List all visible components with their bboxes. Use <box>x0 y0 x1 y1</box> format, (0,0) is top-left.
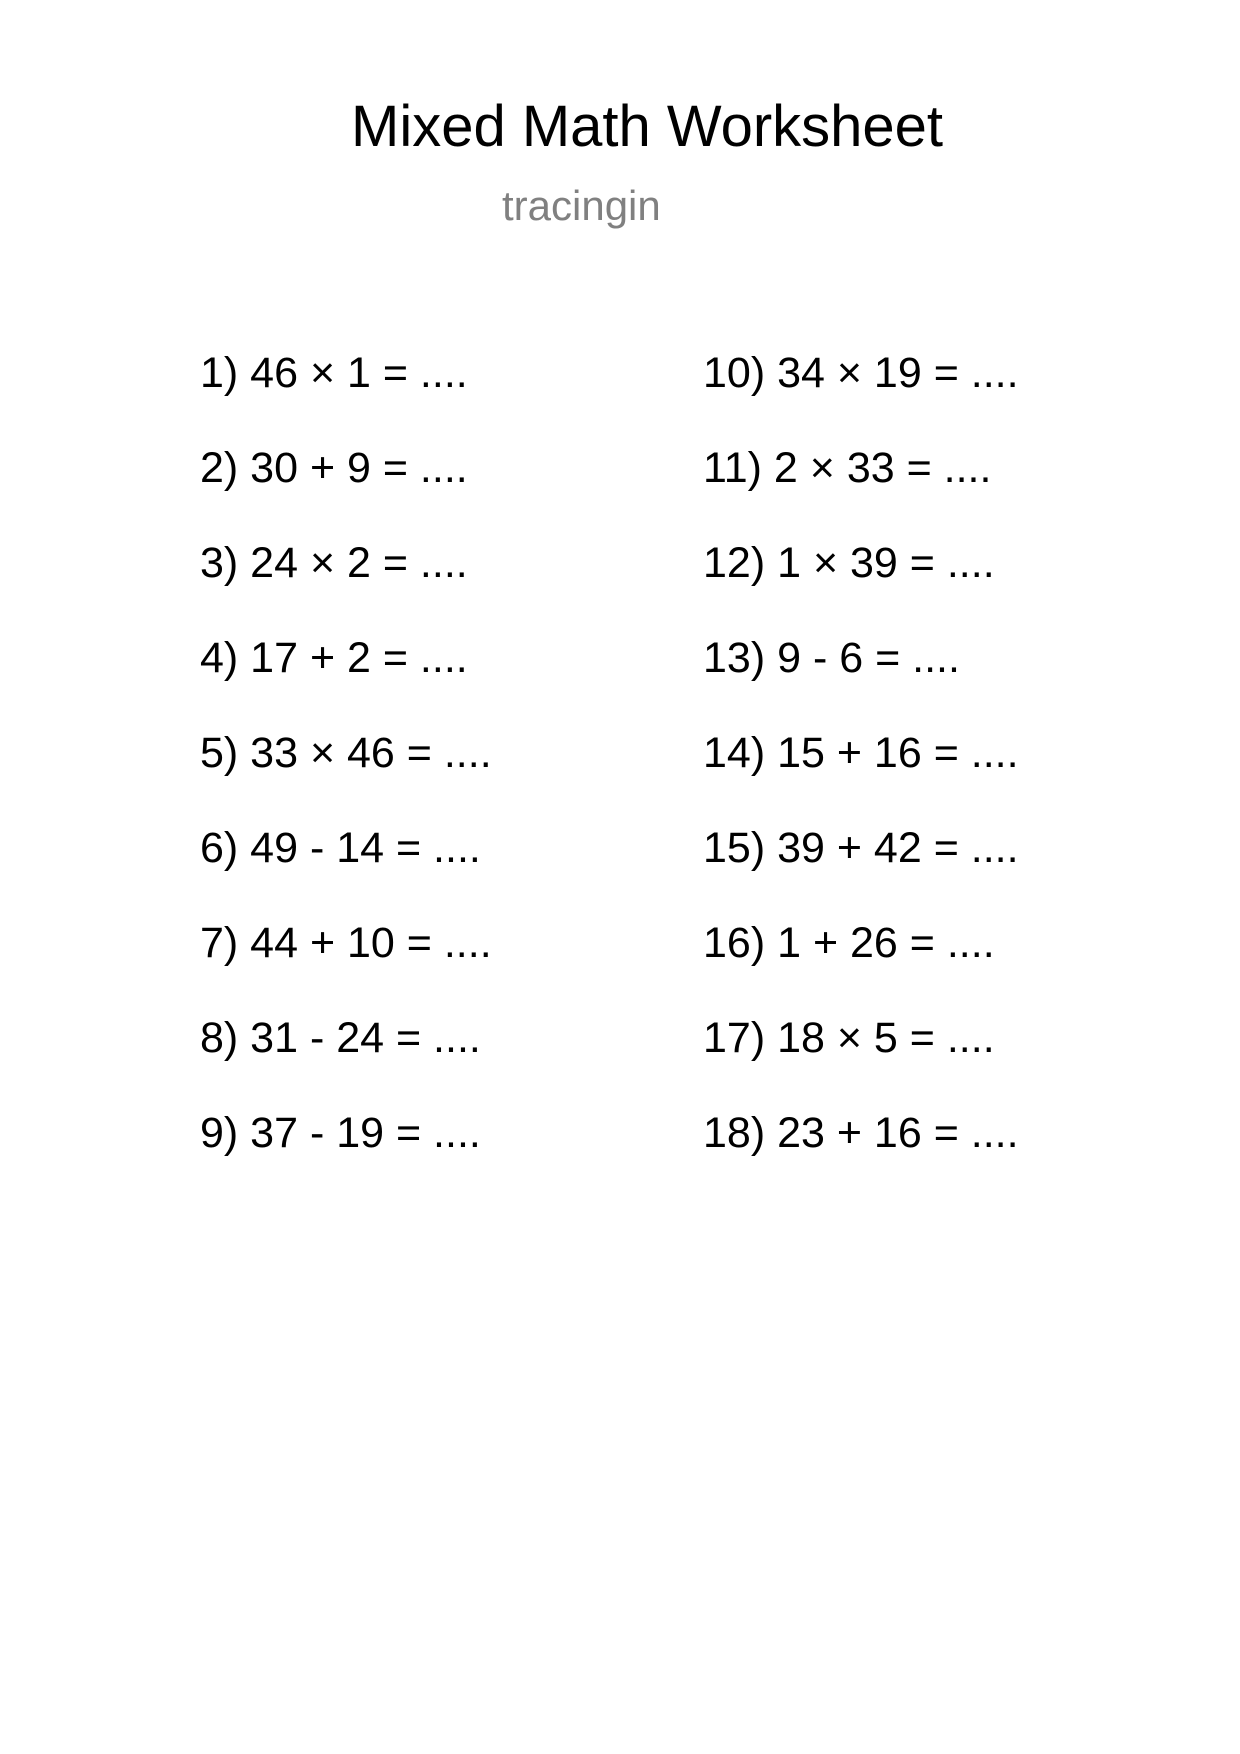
problem-item: 14) 15 + 16 = .... <box>703 729 1019 777</box>
worksheet-subtitle: tracingin <box>502 182 661 229</box>
problem-column-right <box>703 349 1019 1204</box>
problem-item: 10) 34 × 19 = .... <box>703 349 1019 397</box>
problem-item: 9) 37 - 19 = .... <box>200 1109 481 1157</box>
problem-column-left <box>200 349 492 1204</box>
problem-item: 5) 33 × 46 = .... <box>200 729 492 777</box>
problem-item: 2) 30 + 9 = .... <box>200 444 468 492</box>
problem-item: 8) 31 - 24 = .... <box>200 1014 481 1062</box>
problem-item: 12) 1 × 39 = .... <box>703 539 995 587</box>
problem-item: 7) 44 + 10 = .... <box>200 919 492 967</box>
problem-item: 4) 17 + 2 = .... <box>200 634 468 682</box>
problem-item: 17) 18 × 5 = .... <box>703 1014 995 1062</box>
problem-item: 13) 9 - 6 = .... <box>703 634 960 682</box>
problem-item: 3) 24 × 2 = .... <box>200 539 468 587</box>
problem-item: 6) 49 - 14 = .... <box>200 824 481 872</box>
problem-item: 1) 46 × 1 = .... <box>200 349 468 397</box>
problem-item: 15) 39 + 42 = .... <box>703 824 1019 872</box>
problem-item: 18) 23 + 16 = .... <box>703 1109 1019 1157</box>
worksheet-title: Mixed Math Worksheet <box>351 94 944 159</box>
problem-item: 11) 2 × 33 = .... <box>703 444 992 492</box>
problem-item: 16) 1 + 26 = .... <box>703 919 995 967</box>
